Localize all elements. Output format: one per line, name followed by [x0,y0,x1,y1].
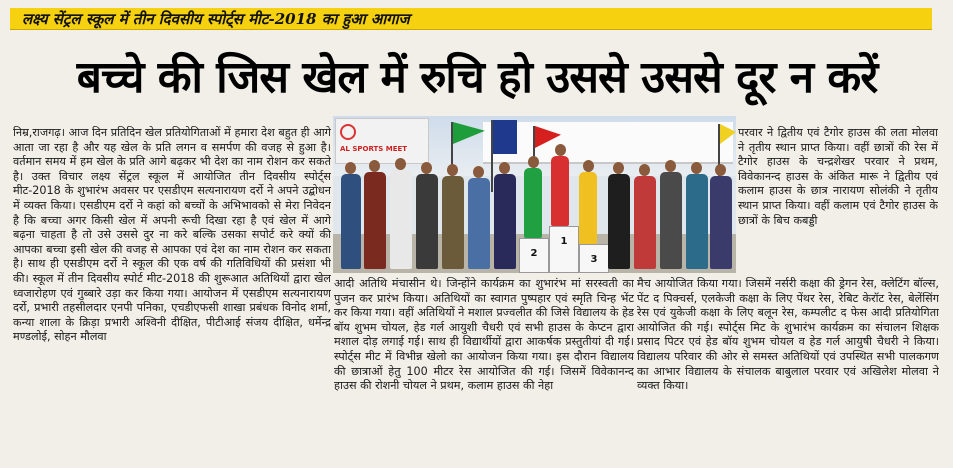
kicker-headline: लक्ष्य सेंट्रल स्कूल में तीन दिवसीय स्पोर्ट्स मीट-2018 का हुआ आगाज [10,8,932,30]
person-head [528,156,539,168]
person-head [583,160,594,172]
person [442,176,464,269]
banner-text: AL SPORTS MEET [340,145,408,153]
article-column-4: मैच आयोजित किया गया। जिसमें नर्सरी कक्षा की ड्रेगन रेस, क्लेटिंग बॉल्स, पेंट द पिक्चर्स, एलकेजी कक्षा के लिए पेंथर रेस, रेबिट केरॉट रेस, बेलेंसिंग रेस एवं युकेजी कक्षा के लिए बलून रेस, कम्पलीट द फेस आदी प्रतियोगिता आयोजित की गई। स्पोर्ट्स मिट के शुभारंभ कार्यक्रम का संचालन शिक्षक प्रसाद पिटर एवं हेड बॉय शुभम चोयल व हेड गर्ल आयुषी चैधरी ने किया। विद्यालय परिवार की ओर से समस्त अतिथियों एवं उपस्थित सभी पालकगण का आभार विद्यालय के संचालक बाबुलाल परवार एवं अखिलेश मोलवा ने व्यक्त किया। [637,277,939,393]
article-column-1: निम्र,राजगढ़। आज दिन प्रतिदिन खेल प्रतियोगिताओं में हमारा देश बहुत ही आगे आता जा रहा है और यह खेल के प्रति लगन व समर्पण की वजह से हुआ है। वर्तमान समय में हम खेल के प्रति आगे बढ़कर भी देश का नाम रोशन कर सकते है। उक्त विचार लक्ष्य सेंट्रल स्कूल में आयोजित तीन दिवसीय स्पोर्ट्स मीट-2018 के शुभारंभ अवसर पर एसडीएम सत्यनारायण दर्रो ने अपने उद्बोधन में व्यक्त किया। एसडीएम दर्रो ने कहां को बच्चों के अभिभावको से मेरा निवेदन है कि बच्चा अगर किसी खेल में अपनी रूची दिखा रहा है एवं खेल में आगे बढ़ना चाहता है तो उसे उससे दुर ना करे बल्कि उसका सपोर्ट करे क्यों की आपका बच्चा इसी खेल की वजह से आपका एवं देश का नाम रोशन कर सकता है। साथ ही एसडीएम दर्रो ने स्कूल की एक वर्ष की गतिविधियों की प्रसंशा भी की। स्कूल में तीन दिवसीय स्पोर्ट मीट-2018 की शुरूआत अतिथियों द्वारा खेल ध्वजारोहण एवं गुब्बारे उड़ा कर किया गया। आयोजन में एसडीएम सत्यनारायण दर्रो, प्रभारी तहसीलदार एनपी पनिका, एचडीएफसी शाखा प्रबंधक विनोद शर्मा, कन्या शाला के क्रिड़ा प्रभारी अश्विनी दीक्षित, पीटीआई संजय दीक्षित, धर्मेन्द्र मण्डलोई, सोहन मौलवा [13,126,331,344]
person-head [369,160,380,172]
person [608,174,630,269]
person [468,178,490,269]
news-photo [333,116,736,273]
person [710,176,732,269]
school-logo-icon [340,124,356,140]
blue-flag-icon [493,120,517,154]
person [660,172,682,269]
person-head [473,166,484,178]
person-head [447,164,458,176]
photo-building [483,122,733,164]
person-head [665,160,676,172]
article-column-2: आदी अतिथि मंचासीन थे। जिन्होंने कार्यक्रम का शुभारंभ मां सरस्वती का पुजन कर प्रारंभ किया। अतिथियों का स्वागत पुष्पहार एवं स्मृति चिन्ह भेंट कर किया गया। वहीं अतिथियों ने मशाल प्रज्वलीत की जिसे विद्यालय के हेड बॉय शुभम चोयल, हेड गर्ल आयुशी चैधरी एवं सभी हाउस के केप्टन द्वारा मशाल दोड़ लगाई गई। साथ ही विद्यार्थीयों द्वारा आकर्षक प्रस्तुतीयां दी गई। स्पोर्ट्स मीट में विभीन्न खेलो का आयोजन किया गया। इस दौरान विद्यालय की छात्राओं हेतु 100 मीटर रेस आयोजित की गई। जिसमें विवेकानन्द हाउस की रोशनी चोयल ने प्रथम, कलाम हाउस की नेहा [334,277,634,393]
person [341,174,361,269]
main-headline: बच्चे की जिस खेल में रुचि हो उससे उससे दूर न करें [76,52,878,103]
person [551,156,569,226]
person [579,172,597,244]
podium-first: 1 [549,226,579,273]
person [686,174,708,269]
person [390,170,412,269]
person [416,174,438,269]
person [494,174,516,269]
podium-second: 2 [519,238,549,273]
person-head [613,162,624,174]
person-head [715,164,726,176]
article-column-3: परवार ने द्वितीय एवं टैगोर हाउस की लता मोलवा ने तृतीय स्थान प्राप्त किया। वहीं छात्रों की रेस में टैगोर हाउस के चन्द्रशेखर परवार ने प्रथम, विवेकानन्द हाउस के अंकित मारू ने द्वितीय एवं कलाम हाउस के छात्र नारायण सोलंकी ने तृतीय स्थान प्राप्त किया। वहीं कलाम एवं टैगोर हाउस के छात्रों के बिच कबड्डी [738,126,938,227]
person-head [395,158,406,170]
person-head [691,162,702,174]
person-head [421,162,432,174]
person-head [639,164,650,176]
podium-third: 3 [579,244,609,273]
person-head [345,162,356,174]
person-head [499,162,510,174]
person [524,168,542,238]
sports-meet-banner [335,118,429,164]
person-head [555,144,566,156]
person [364,172,386,269]
person [634,176,656,269]
